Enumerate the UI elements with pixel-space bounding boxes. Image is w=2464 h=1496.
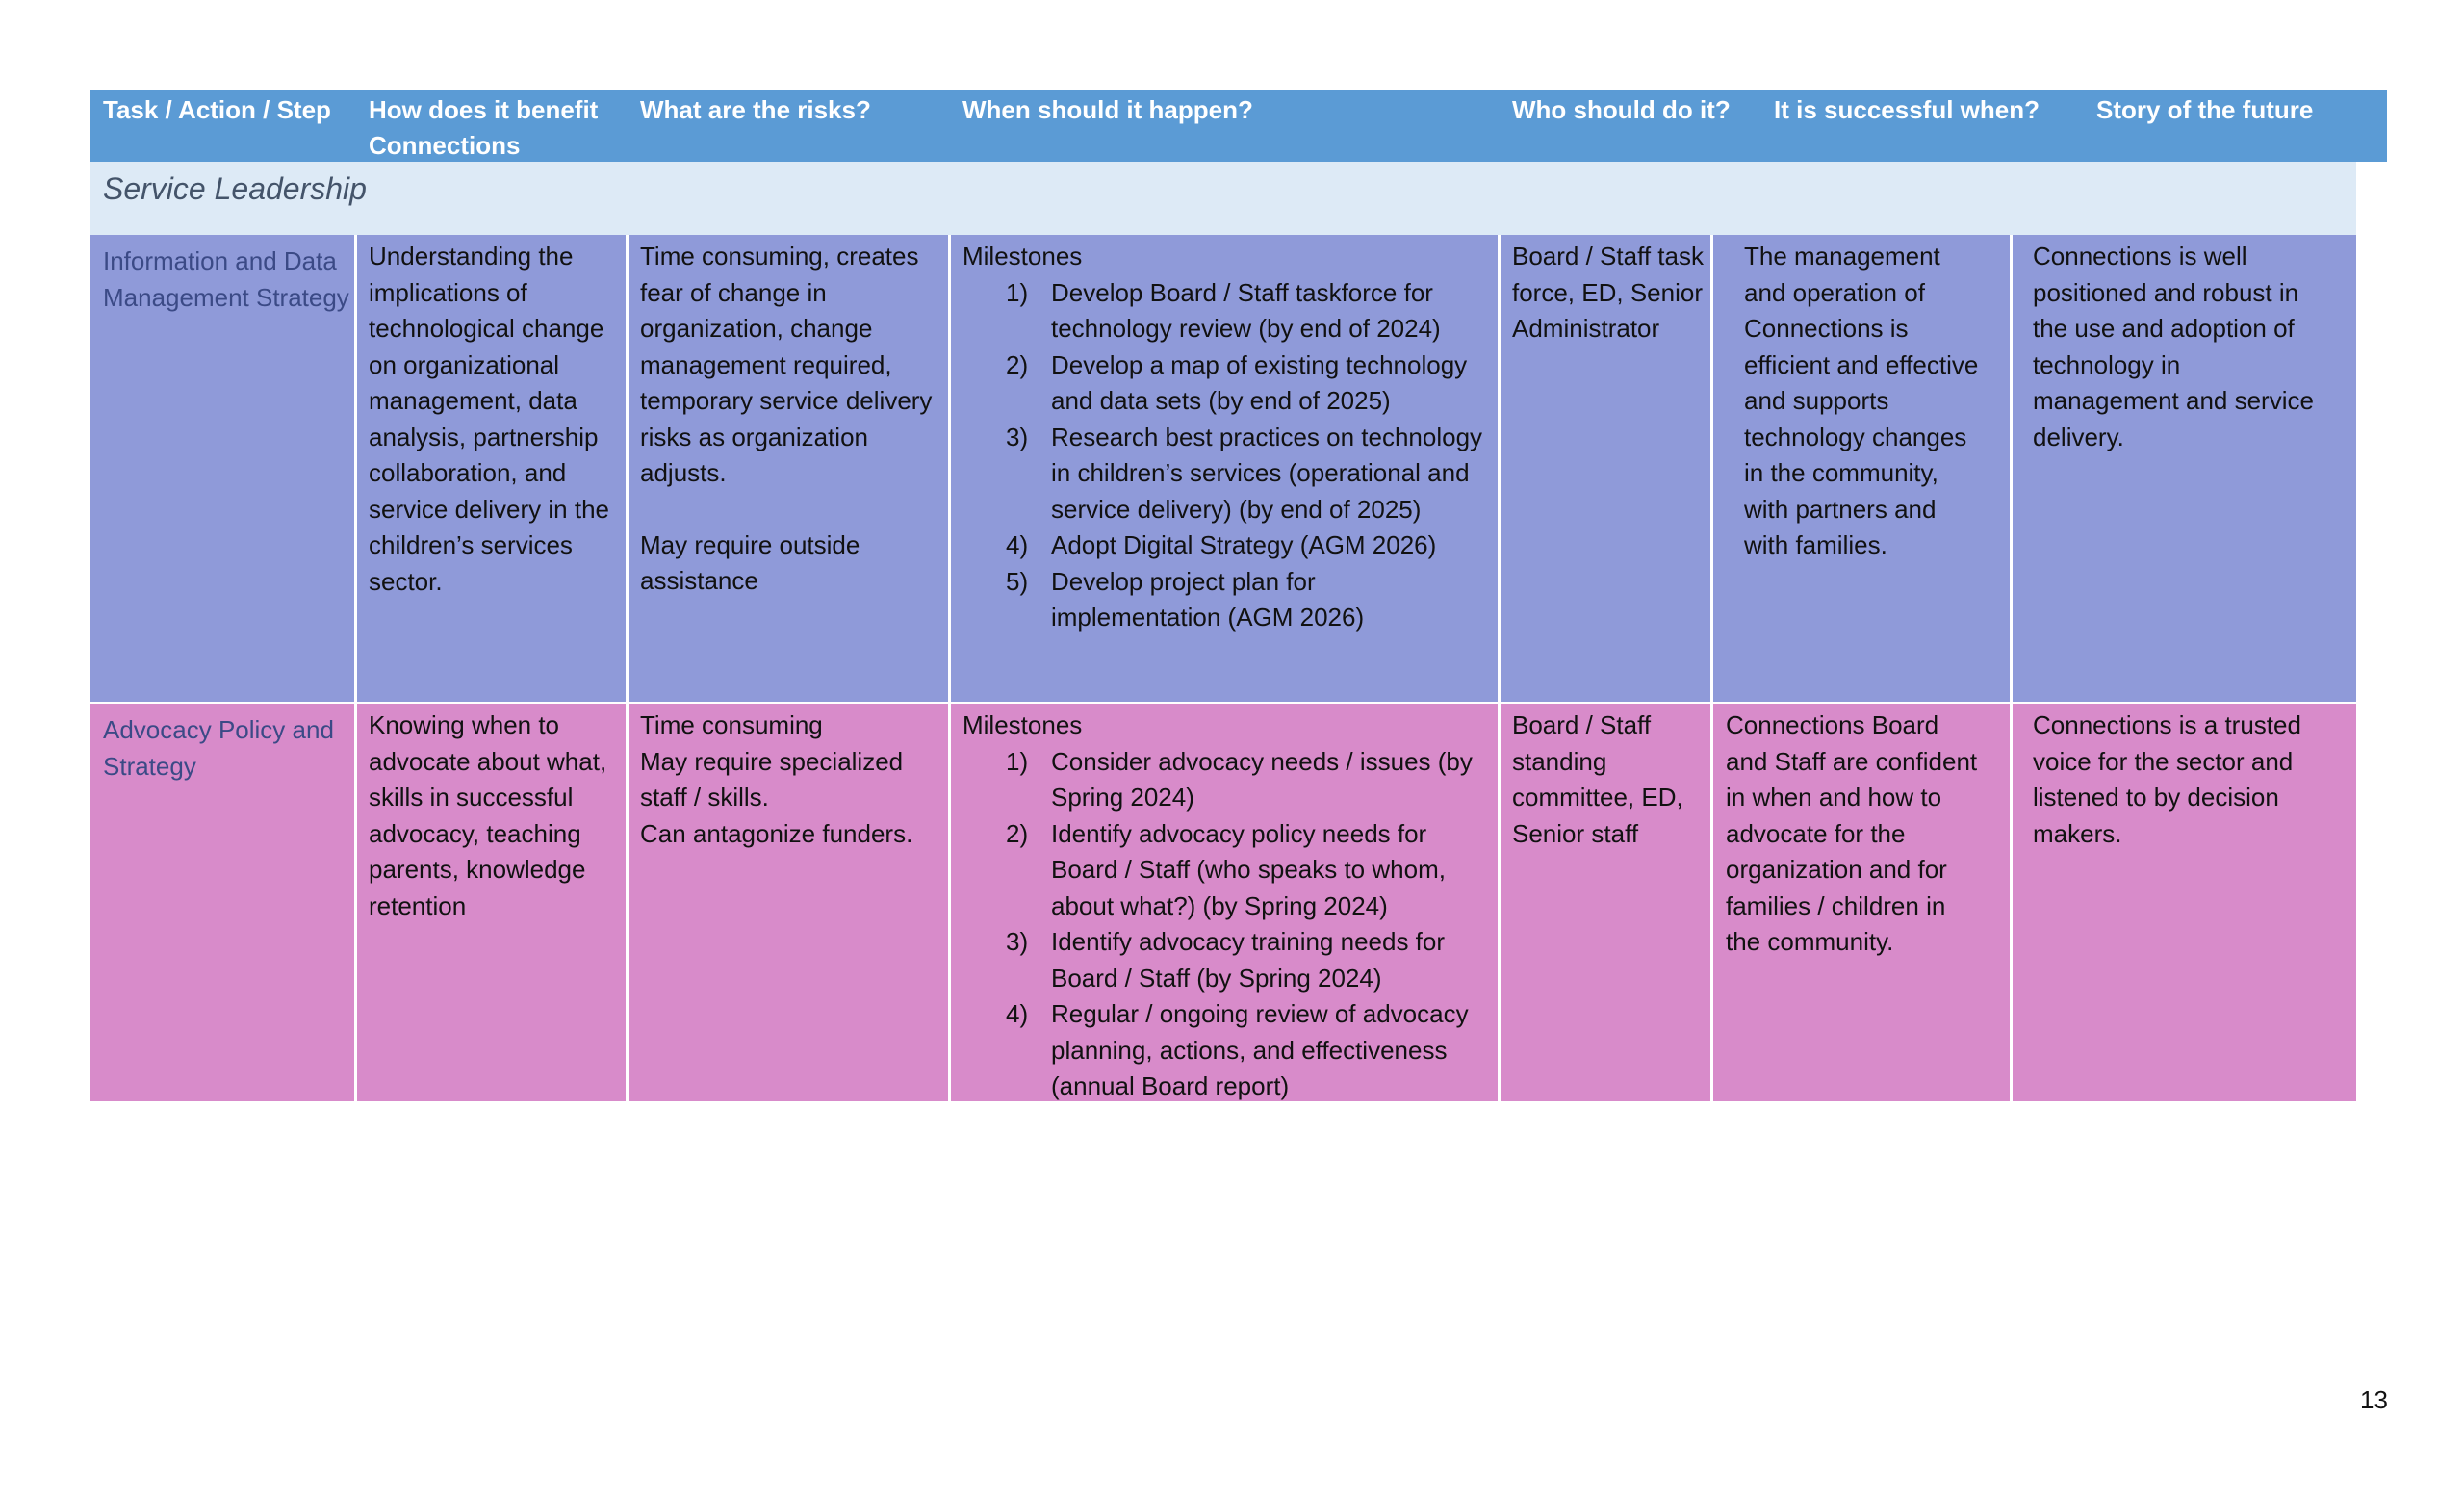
header-risks: What are the risks?: [640, 95, 871, 124]
column-divider: [626, 235, 629, 704]
milestone-number: 1): [1006, 277, 1029, 307]
milestone-item: [962, 528, 1487, 564]
milestone-item: [962, 816, 1487, 925]
milestone-text: Develop Board / Staff taskforce for technology review (by end of 2024): [1051, 277, 1441, 343]
milestone-item: [962, 564, 1487, 636]
when-cell: [962, 235, 1487, 704]
milestone-text: Consider advocacy needs / issues (by Spring 2024): [1051, 746, 1473, 812]
page-number: 13: [2360, 1385, 2388, 1414]
milestone-number: 5): [1006, 566, 1029, 596]
who-cell: Board / Staff task force, ED, Senior Administrator: [1512, 242, 1704, 343]
section-title: Service Leadership: [103, 171, 367, 206]
task-cell: Advocacy Policy and Strategy: [103, 715, 334, 781]
milestone-number: 1): [1006, 746, 1029, 776]
risks-cell: [640, 235, 948, 704]
milestone-list: [962, 275, 1487, 636]
milestone-text: Identify advocacy training needs for Board / Staff (by Spring 2024): [1051, 927, 1446, 993]
milestone-number: 3): [1006, 927, 1029, 956]
column-divider: [2010, 704, 2013, 1101]
header-task: Task / Action / Step: [103, 95, 331, 124]
milestone-number: 4): [1006, 530, 1029, 559]
story-cell: Connections is a trusted voice for the sector and listened to by decision makers.: [2033, 710, 2301, 848]
milestone-text: Develop a map of existing technology and data sets (by end of 2025): [1051, 349, 1468, 415]
milestone-text: Research best practices on technology in children’s services (operational and service delivery) (by end of 2025): [1051, 422, 1483, 524]
table-header: [90, 90, 2387, 162]
milestone-item: [962, 348, 1487, 420]
story-cell: Connections is well positioned and robust in the use and adoption of technology in management and service delivery.: [2033, 242, 2314, 451]
milestone-list: [962, 744, 1487, 1105]
column-divider: [1710, 704, 1713, 1101]
table-row: [90, 704, 2356, 1101]
milestone-number: 4): [1006, 999, 1029, 1028]
header-story: Story of the future: [2096, 95, 2314, 124]
risk-text: Time consuming, creates fear of change in organization, change management required, temporary service delivery risks as organization adjusts.: [640, 242, 933, 487]
milestone-text: Adopt Digital Strategy (AGM 2026): [1051, 530, 1437, 559]
section-row: [90, 162, 2356, 235]
column-divider: [948, 235, 951, 704]
milestone-number: 2): [1006, 349, 1029, 379]
milestone-item: [962, 275, 1487, 348]
milestone-text: Develop project plan for implementation (AGM 2026): [1051, 566, 1365, 632]
risk-text: Can antagonize funders.: [640, 818, 913, 848]
milestone-item: [962, 924, 1487, 996]
column-divider: [948, 704, 951, 1101]
milestone-number: 3): [1006, 422, 1029, 451]
risk-text: May require specialized staff / skills.: [640, 746, 904, 812]
table-row: [90, 235, 2356, 704]
column-divider: [354, 704, 357, 1101]
when-cell: [962, 704, 1487, 1101]
column-divider: [2010, 235, 2013, 704]
column-divider: [354, 235, 357, 704]
milestone-number: 2): [1006, 818, 1029, 848]
benefit-cell: Knowing when to advocate about what, skills in successful advocacy, teaching parents, knowledge retention: [369, 710, 607, 920]
risk-text: Time consuming: [640, 710, 823, 739]
header-when: When should it happen?: [962, 95, 1253, 124]
task-cell: Information and Data Management Strategy: [103, 246, 349, 312]
benefit-cell: Understanding the implications of technological change on organizational management, data analysis, partnership collaboration, and service delivery in the children’s services sector.: [369, 242, 609, 596]
milestones-title: Milestones: [962, 242, 1083, 271]
column-divider: [1710, 235, 1713, 704]
milestone-item: [962, 744, 1487, 816]
success-cell: Connections Board and Staff are confident in when and how to advocate for the organization and for families / children in the community.: [1726, 710, 1978, 956]
who-cell: Board / Staff standing committee, ED, Senior staff: [1512, 710, 1683, 848]
success-cell: The management and operation of Connections is efficient and effective and supports technology changes in the community, with partners and with families.: [1744, 242, 1979, 559]
column-divider: [1498, 704, 1501, 1101]
milestones-title: Milestones: [962, 710, 1083, 739]
milestone-item: [962, 996, 1487, 1105]
header-who: Who should do it?: [1512, 95, 1731, 124]
risks-cell: [640, 704, 948, 1101]
milestone-item: [962, 420, 1487, 529]
column-divider: [626, 704, 629, 1101]
header-success: It is successful when?: [1774, 95, 2040, 124]
column-divider: [1498, 235, 1501, 704]
header-benefit: How does it benefit Connections: [369, 95, 599, 160]
risk-text: May require outside assistance: [640, 529, 860, 595]
milestone-text: Regular / ongoing review of advocacy planning, actions, and effectiveness (annual Board report): [1051, 999, 1469, 1100]
milestone-text: Identify advocacy policy needs for Board / Staff (who speaks to whom, about what?) (by Spring 2024): [1051, 818, 1446, 920]
